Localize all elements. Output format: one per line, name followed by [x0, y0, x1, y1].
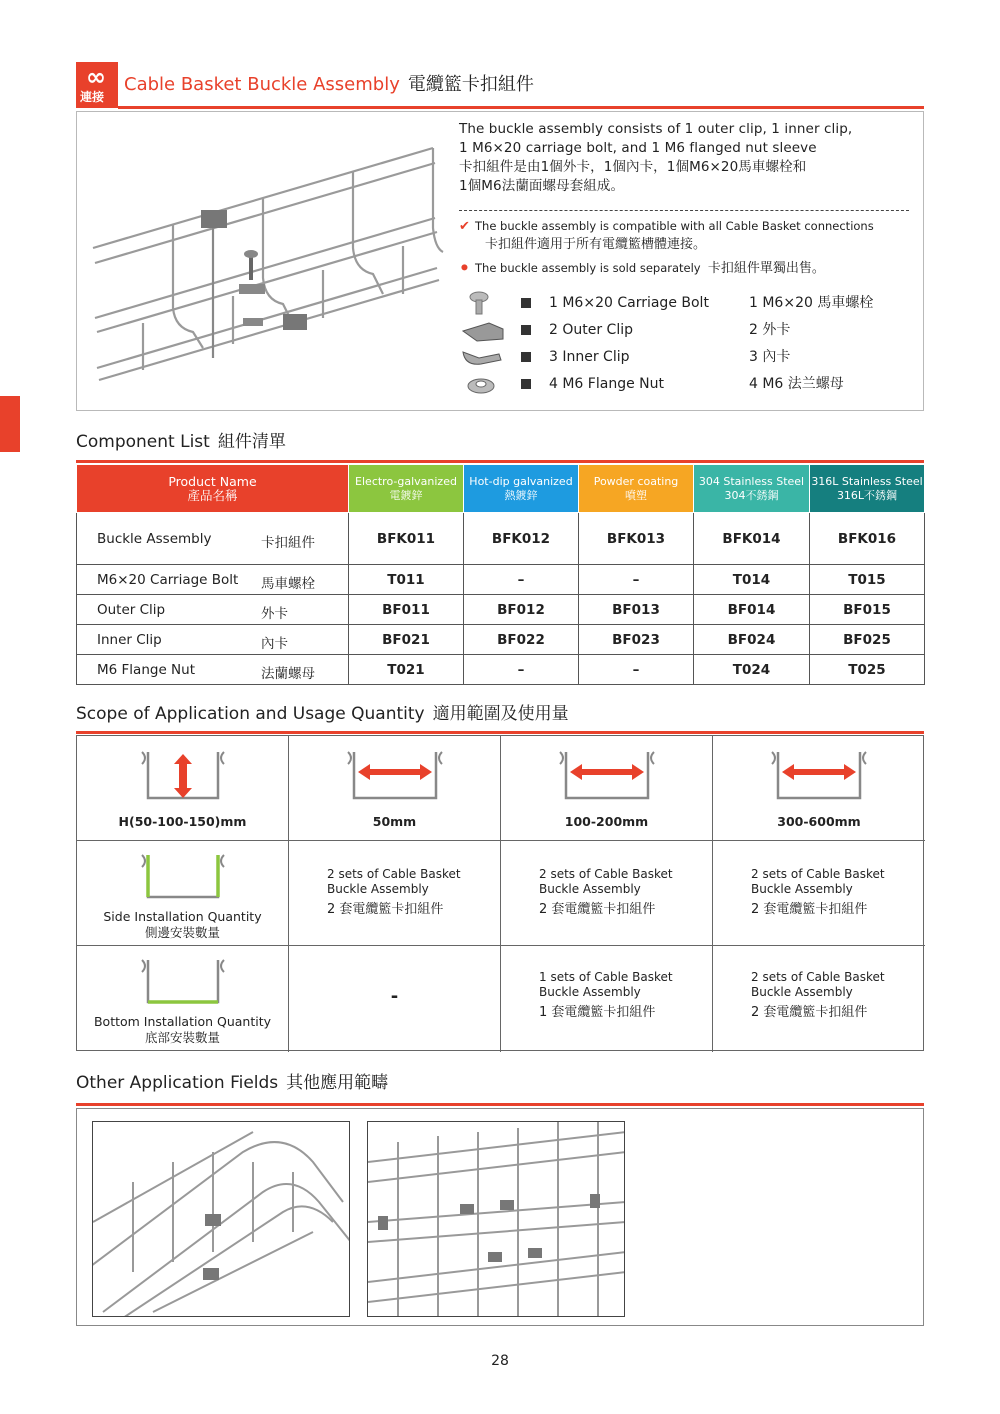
desc-cn-line: 卡扣組件是由1個外卡，1個內卡，1個M6×20馬車螺栓和: [459, 159, 807, 175]
header-en: Product Name: [168, 473, 257, 489]
section-badge: [76, 62, 118, 108]
bottom-install-icon: [128, 956, 238, 1012]
label-cn: 側邊安裝數量: [144, 925, 220, 940]
part-code-cell: BF015: [810, 595, 925, 625]
header-cn: 噴塑: [625, 488, 647, 502]
shield-icon: ⚫: [459, 261, 470, 276]
width-cell: [289, 736, 501, 841]
part-code-cell: BF024: [694, 625, 810, 655]
heading-cn: 其他應用範疇: [286, 1073, 389, 1093]
row-name-en: M6 Flange Nut: [97, 661, 195, 678]
heading-en: Scope of Application and Usage Quantity: [76, 704, 425, 724]
cable-basket-bend-illustration: [93, 1122, 350, 1317]
finish-header: [579, 465, 694, 513]
outer-clip-icon: [459, 317, 515, 343]
height-cell: [77, 736, 289, 841]
qty-cn: 1 套電纜籃卡扣組件: [539, 1005, 656, 1020]
qty-en: Buckle Assembly: [751, 985, 853, 999]
header-rule: [118, 106, 924, 109]
component-list-heading: [76, 431, 286, 453]
part-code-cell: BFK011: [349, 513, 464, 565]
row-name-en: Buckle Assembly: [97, 530, 212, 547]
part-name-en: 4 M6 Flange Nut: [549, 376, 664, 392]
side-qty-cell: [713, 841, 925, 946]
bullet-marker: [521, 325, 531, 335]
qty-en: Buckle Assembly: [327, 882, 429, 896]
part-name-cn: 3 內卡: [749, 349, 791, 365]
part-code-cell: –: [579, 565, 694, 595]
part-code-cell: –: [579, 655, 694, 685]
bottom-install-label-cell: [77, 946, 289, 1052]
check-icon: ✔: [459, 219, 470, 234]
flange-nut-icon: [459, 371, 515, 397]
side-qty-cell: [289, 841, 501, 946]
qty-text: [751, 970, 885, 1020]
row-name-cn: 馬車螺栓: [261, 575, 315, 592]
side-install-icon: [128, 851, 238, 907]
header-cn: 產品名稱: [187, 487, 238, 503]
part-code-cell: BF011: [349, 595, 464, 625]
qty-en: 1 sets of Cable Basket: [539, 970, 673, 984]
qty-cn: 2 套電纜籃卡扣組件: [539, 902, 656, 917]
qty-text: [539, 867, 673, 917]
finish-header: [694, 465, 810, 513]
cable-basket-tee-illustration: [368, 1122, 625, 1317]
part-row: [459, 290, 919, 316]
part-name-cn: 2 外卡: [749, 322, 791, 338]
qty-text: [751, 867, 885, 917]
part-code-cell: BF025: [810, 625, 925, 655]
part-code-cell: BFK014: [694, 513, 810, 565]
header-en: Electro-galvanized: [355, 474, 457, 488]
part-code-cell: T024: [694, 655, 810, 685]
inner-clip-icon: [459, 344, 515, 370]
part-row: [459, 344, 919, 370]
application-photo-tee: [367, 1121, 625, 1317]
row-name-cn: 法蘭螺母: [261, 665, 315, 682]
heading-cn: 適用範圍及使用量: [432, 704, 569, 724]
component-table: [76, 464, 925, 685]
basket-width-icon: [764, 748, 874, 810]
intro-panel: [76, 111, 924, 411]
carriage-bolt-icon: [459, 290, 515, 316]
part-row: [459, 371, 919, 397]
header-cn: 熱鍍鋅: [504, 488, 538, 502]
part-code-cell: BFK012: [464, 513, 579, 565]
width-cell: [713, 736, 925, 841]
part-code-cell: T011: [349, 565, 464, 595]
qty-en: 2 sets of Cable Basket: [539, 867, 673, 881]
qty-cn: 2 套電纜籃卡扣組件: [751, 1005, 868, 1020]
part-code-cell: T021: [349, 655, 464, 685]
part-code-cell: BF021: [349, 625, 464, 655]
bottom-qty-cell: [289, 946, 501, 1052]
desc-en-line: 1 M6×20 carriage bolt, and 1 M6 flanged nut sleeve: [459, 140, 817, 156]
page-title: [124, 74, 534, 96]
part-code-cell: BF022: [464, 625, 579, 655]
label-cn: 底部安裝數量: [144, 1030, 220, 1045]
bottom-install-label: [77, 1014, 288, 1046]
qty-en: 2 sets of Cable Basket: [327, 867, 461, 881]
page-title-en: Cable Basket Buckle Assembly: [124, 74, 400, 95]
scope-heading: [76, 703, 569, 725]
heading-cn: 組件清單: [217, 432, 286, 452]
part-code-cell: BF014: [694, 595, 810, 625]
table-row: [77, 625, 925, 655]
part-name-en: 2 Outer Clip: [549, 322, 633, 338]
basket-height-icon: [128, 748, 238, 810]
qty-en: 2 sets of Cable Basket: [751, 970, 885, 984]
header-en: 304 Stainless Steel: [698, 474, 805, 488]
product-name-header: [77, 465, 349, 513]
desc-cn-line: 1個M6法蘭面螺母套組成。: [459, 178, 625, 194]
side-install-label-cell: [77, 841, 289, 946]
part-name-en: 1 M6×20 Carriage Bolt: [549, 295, 709, 311]
finish-header: [464, 465, 579, 513]
header-cn: 316L不銹鋼: [836, 488, 898, 502]
not-applicable-dash: -: [390, 986, 399, 1007]
part-name-en: 3 Inner Clip: [549, 349, 630, 365]
page-header: [76, 62, 924, 110]
other-fields-heading: [76, 1072, 388, 1094]
part-code-cell: –: [464, 565, 579, 595]
row-name-cn: 外卡: [261, 605, 288, 622]
sold-separately-note: [459, 260, 825, 277]
row-name-cn: 內卡: [261, 635, 288, 652]
width-label: 50mm: [372, 814, 417, 829]
section-rule: [76, 1103, 924, 1106]
width-label: 300-600mm: [777, 814, 861, 829]
part-code-cell: BFK016: [810, 513, 925, 565]
qty-text: [539, 970, 673, 1020]
part-code-cell: –: [464, 655, 579, 685]
qty-en: Buckle Assembly: [751, 882, 853, 896]
badge-label: 連接: [80, 90, 105, 104]
label-en: Side Installation Quantity: [103, 909, 262, 924]
part-code-cell: BFK013: [579, 513, 694, 565]
part-code-cell: T015: [810, 565, 925, 595]
row-name-en: M6×20 Carriage Bolt: [97, 571, 239, 588]
row-name: [77, 655, 349, 685]
row-name-en: Outer Clip: [97, 601, 166, 618]
part-name-cn: 1 M6×20 馬車螺栓: [749, 295, 874, 311]
header-en: Hot-dip galvanized: [469, 474, 573, 488]
table-row: [77, 595, 925, 625]
link-icon: ∞: [86, 63, 106, 91]
table-row: [77, 565, 925, 595]
part-code-cell: BF012: [464, 595, 579, 625]
qty-en: 2 sets of Cable Basket: [751, 867, 885, 881]
width-cell: [501, 736, 713, 841]
table-row: [77, 513, 925, 565]
page-title-cn: 電纜籃卡扣組件: [407, 74, 534, 95]
qty-en: Buckle Assembly: [539, 882, 641, 896]
desc-en-line: The buckle assembly consists of 1 outer clip, 1 inner clip,: [459, 121, 853, 137]
part-code-cell: T014: [694, 565, 810, 595]
side-install-label: [77, 909, 288, 941]
width-label: 100-200mm: [564, 814, 649, 829]
section-rule: [76, 460, 924, 463]
bullet-marker: [521, 379, 531, 389]
row-name: [77, 595, 349, 625]
application-photo-bend: [92, 1121, 350, 1317]
heading-en: Component List: [76, 432, 210, 452]
table-row: [77, 655, 925, 685]
row-name-cn: 卡扣組件: [261, 534, 315, 551]
header-en: 316L Stainless Steel: [811, 474, 923, 488]
row-name: [77, 625, 349, 655]
header-en: Powder coating: [593, 474, 679, 488]
side-tab-marker: [0, 396, 20, 452]
qty-cn: 2 套電纜籃卡扣組件: [751, 902, 868, 917]
compat-note: [459, 218, 874, 235]
bottom-qty-cell: [501, 946, 713, 1052]
part-code-cell: T025: [810, 655, 925, 685]
dashed-divider: [459, 210, 909, 211]
side-qty-cell: [501, 841, 713, 946]
part-code-cell: BF013: [579, 595, 694, 625]
table-header-row: [77, 465, 925, 513]
row-name: [77, 565, 349, 595]
heading-en: Other Application Fields: [76, 1073, 279, 1093]
header-cn: 電鍍鋅: [389, 488, 423, 502]
intro-description: [459, 120, 915, 196]
label-en: Bottom Installation Quantity: [93, 1014, 272, 1029]
page-number: 28: [491, 1353, 509, 1369]
bullet-marker: [521, 352, 531, 362]
basket-width-icon: [552, 748, 662, 810]
qty-cn: 2 套電纜籃卡扣組件: [327, 902, 444, 917]
compat-note-en: The buckle assembly is compatible with all Cable Basket connections: [475, 219, 874, 233]
buckle-assembly-illustration: [83, 118, 453, 406]
sold-note-cn: 卡扣組件單獨出售。: [707, 261, 825, 276]
sold-note-en: The buckle assembly is sold separately: [475, 261, 701, 275]
height-range-label: H(50-100-150)mm: [118, 814, 247, 829]
section-rule: [76, 731, 924, 734]
finish-header: [810, 465, 925, 513]
qty-text: [327, 867, 461, 917]
row-name-en: Inner Clip: [97, 631, 162, 648]
qty-en: Buckle Assembly: [539, 985, 641, 999]
part-row: [459, 317, 919, 343]
bottom-qty-cell: [713, 946, 925, 1052]
bullet-marker: [521, 298, 531, 308]
part-code-cell: BF023: [579, 625, 694, 655]
compat-note-cn: 卡扣組件適用于所有電纜籃槽體連接。: [485, 237, 707, 252]
other-fields-panel: [76, 1108, 924, 1326]
basket-width-icon: [340, 748, 450, 810]
row-name: [77, 513, 349, 565]
part-name-cn: 4 M6 法兰螺母: [749, 376, 844, 392]
finish-header: [349, 465, 464, 513]
scope-grid: [76, 735, 924, 1051]
header-cn: 304不銹鋼: [724, 488, 779, 502]
